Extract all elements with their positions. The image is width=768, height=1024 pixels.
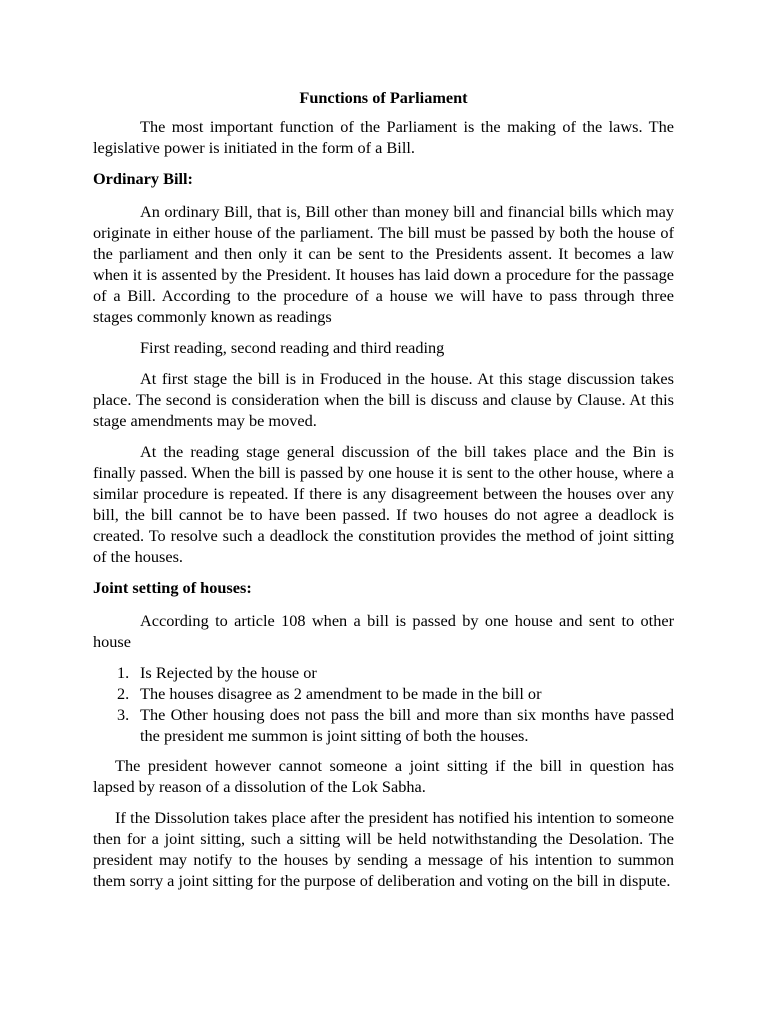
list-item-text: Is Rejected by the house or <box>140 663 317 682</box>
joint-sitting-heading: Joint setting of houses: <box>93 578 252 597</box>
dissolution-paragraph: If the Dissolution takes place after the president has notified his intention to someone then for a joint sitting, such a sitting will be held notwithstanding the Desolation. The president may notify to the houses by sending a message of his intention to summon them sorry a joint sitting for the purpose of deliberation and voting on the bill in dispute. <box>93 808 674 890</box>
readings-paragraph: First reading, second reading and third reading <box>140 338 445 357</box>
ordinary-bill-heading: Ordinary Bill: <box>93 169 193 188</box>
list-item <box>93 683 674 704</box>
list-item <box>93 704 674 746</box>
reading-stage-paragraph: At the reading stage general discussion of the bill takes place and the Bin is finally passed. When the bill is passed by one house it is sent to the other house, where a similar procedure is repeated. If there is any disagreement between the houses over any bill, the bill cannot be to have been passed. If two houses do not agree a deadlock is created. To resolve such a deadlock the constitution provides the method of joint sitting of the houses. <box>93 442 674 566</box>
list-item-number: 1. <box>117 663 130 682</box>
article-108-paragraph: According to article 108 when a bill is passed by one house and sent to other house <box>93 611 674 651</box>
conditions-list <box>93 662 674 746</box>
first-stage-paragraph: At first stage the bill is in Froduced in the house. At this stage discussion takes place. The second is consideration when the bill is discuss and clause by Clause. At this stage amendments may be moved. <box>93 369 674 430</box>
intro-paragraph: The most important function of the Parliament is the making of the laws. The legislative power is initiated in the form of a Bill. <box>93 117 674 157</box>
list-item-text: The houses disagree as 2 amendment to be made in the bill or <box>140 684 542 703</box>
list-item-number: 3. <box>117 705 130 724</box>
ordinary-bill-paragraph: An ordinary Bill, that is, Bill other than money bill and financial bills which may originate in either house of the parliament. The bill must be passed by both the house of the parliament and then only it can be sent to the Presidents assent. It becomes a law when it is assented by the President. It houses has laid down a procedure for the passage of a Bill. According to the procedure of a house we will have to pass through three stages commonly known as readings <box>93 202 674 326</box>
page-title: Functions of Parliament <box>299 88 468 107</box>
list-item <box>93 662 674 683</box>
list-item-text: The Other housing does not pass the bill and more than six months have passed the president me summon is joint sitting of both the houses. <box>140 705 674 745</box>
list-item-number: 2. <box>117 684 130 703</box>
lapsed-bill-paragraph: The president however cannot someone a joint sitting if the bill in question has lapsed by reason of a dissolution of the Lok Sabha. <box>93 756 674 796</box>
